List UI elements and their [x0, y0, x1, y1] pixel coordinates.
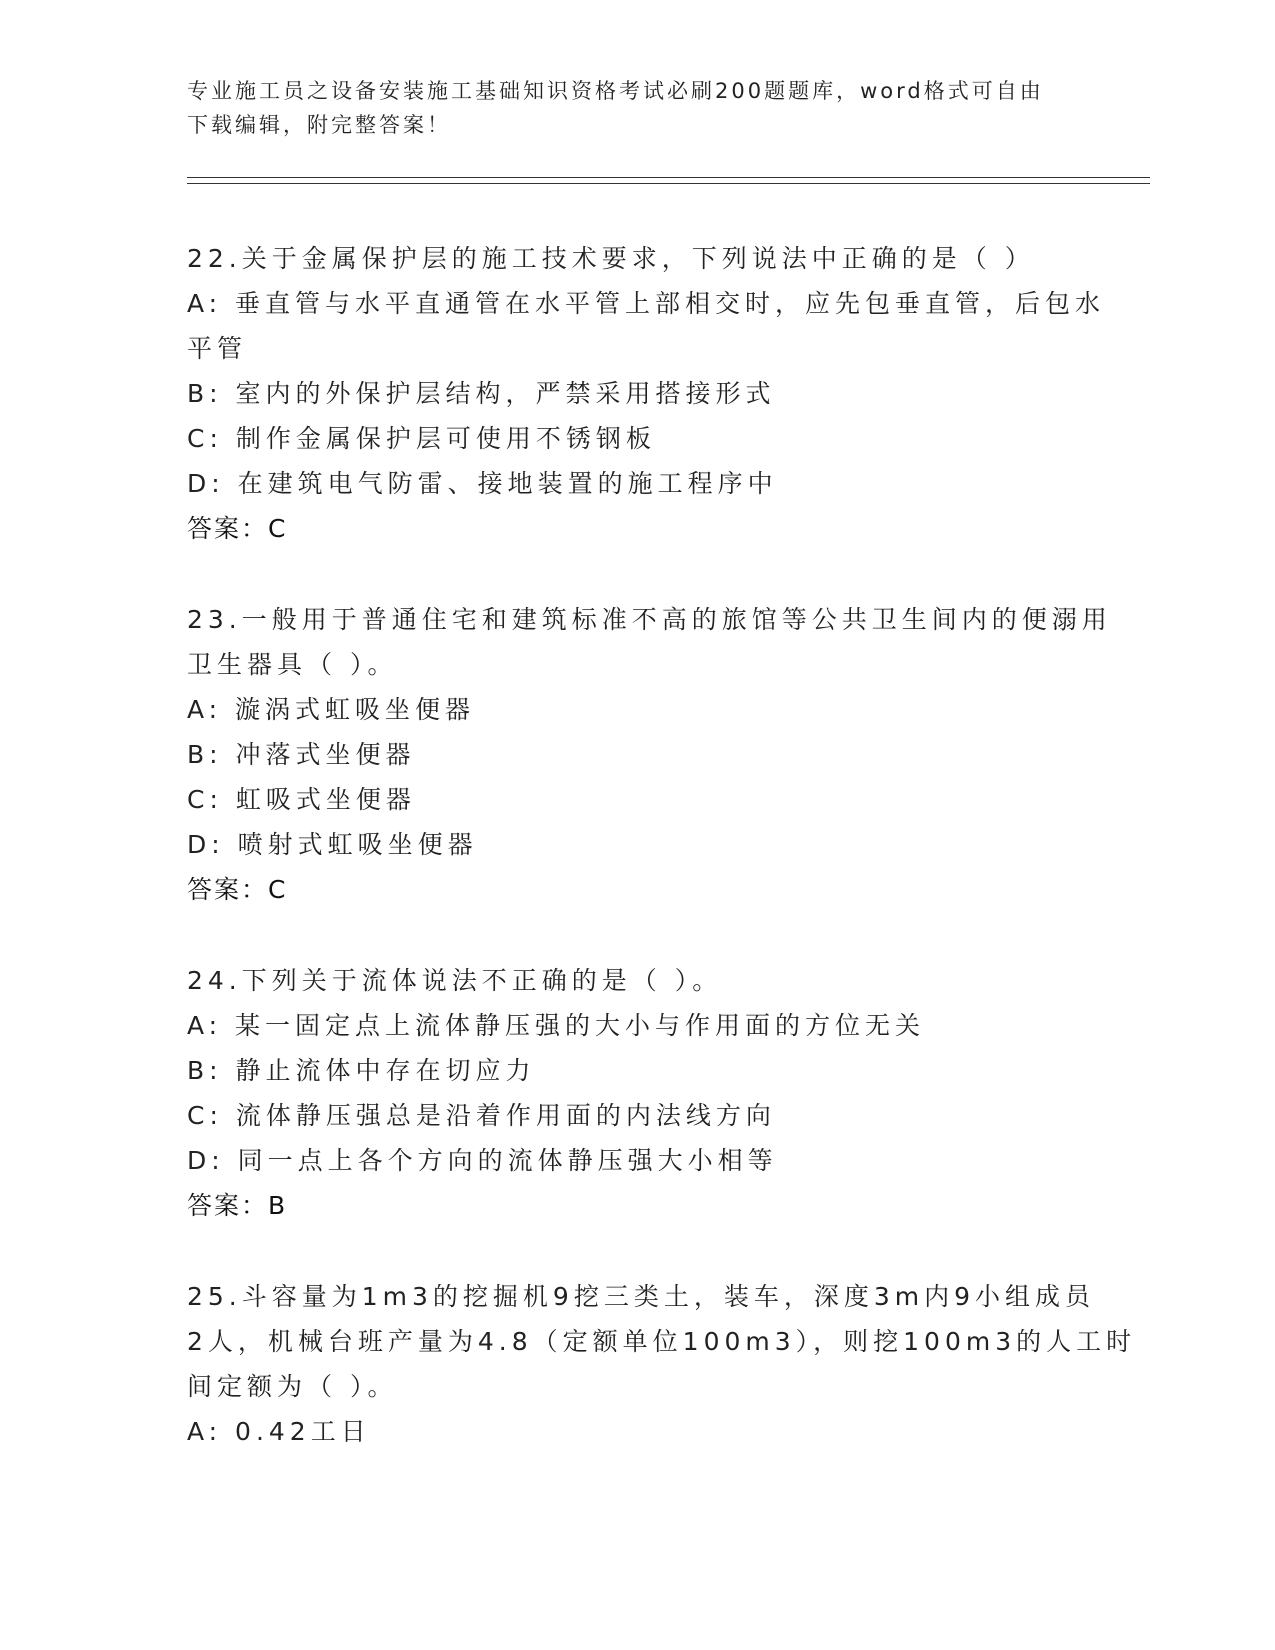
question-stem: 25.斗容量为1m3的挖掘机9挖三类土，装车，深度3m内9小组成员 — [187, 1282, 1095, 1311]
option-c: C: 流体静压强总是沿着作用面的内法线方向 — [187, 1101, 776, 1130]
option-a: A: 0.42工日 — [187, 1417, 371, 1446]
option-c: C: 制作金属保护层可使用不锈钢板 — [187, 424, 656, 453]
header-divider-bottom — [187, 183, 1150, 184]
answer: 答案：C — [187, 875, 288, 904]
question-23 — [187, 597, 1112, 912]
question-stem: 23.一般用于普通住宅和建筑标准不高的旅馆等公共卫生间内的便溺用 — [187, 605, 1112, 634]
document-header — [187, 74, 1067, 142]
question-22 — [187, 236, 1106, 551]
question-24 — [187, 958, 1087, 1228]
option-d: D: 喷射式虹吸坐便器 — [187, 830, 478, 859]
question-stem: 24.下列关于流体说法不正确的是（ ）。 — [187, 966, 723, 995]
option-a: A: 某一固定点上流体静压强的大小与作用面的方位无关 — [187, 1011, 926, 1040]
question-list — [187, 236, 1137, 1454]
question-stem-continued: 卫生器具（ ）。 — [187, 650, 398, 679]
option-d: D: 在建筑电气防雷、接地装置的施工程序中 — [187, 469, 778, 498]
option-b: B: 静止流体中存在切应力 — [187, 1056, 536, 1085]
option-d: D: 同一点上各个方向的流体静压强大小相等 — [187, 1146, 778, 1175]
option-a-continued: 平管 — [187, 334, 248, 363]
question-25 — [187, 1274, 1137, 1454]
header-line-1: 专业施工员之设备安装施工基础知识资格考试必刷200题题库，word格式可自由 — [187, 79, 1044, 103]
option-a: A: 漩涡式虹吸坐便器 — [187, 695, 476, 724]
header-divider-top — [187, 177, 1150, 178]
option-b: B: 冲落式坐便器 — [187, 740, 416, 769]
question-stem-continued: 间定额为（ ）。 — [187, 1372, 398, 1401]
option-c: C: 虹吸式坐便器 — [187, 785, 416, 814]
question-stem-continued: 2人，机械台班产量为4.8（定额单位100m3），则挖100m3的人工时 — [187, 1327, 1137, 1356]
option-b: B: 室内的外保护层结构，严禁采用搭接形式 — [187, 379, 776, 408]
answer: 答案：C — [187, 514, 288, 543]
answer: 答案：B — [187, 1191, 288, 1220]
option-a: A: 垂直管与水平直通管在水平管上部相交时，应先包垂直管，后包水 — [187, 289, 1106, 318]
header-line-2: 下载编辑，附完整答案！ — [187, 113, 451, 137]
question-stem: 22.关于金属保护层的施工技术要求，下列说法中正确的是（ ） — [187, 244, 1035, 273]
